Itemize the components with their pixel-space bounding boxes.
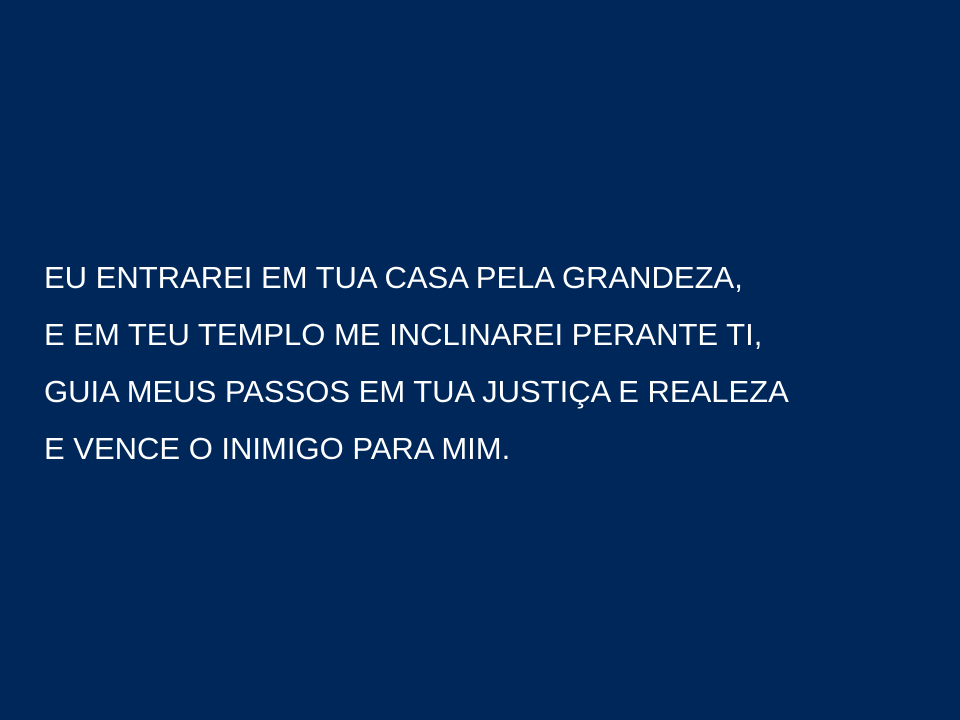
lyrics-line-3: GUIA MEUS PASSOS EM TUA JUSTIÇA E REALEZA (44, 374, 789, 409)
lyrics-line-1: EU ENTRAREI EM TUA CASA PELA GRANDEZA, (44, 260, 743, 295)
lyrics-text-block (44, 249, 954, 477)
lyrics-line-2: E EM TEU TEMPLO ME INCLINAREI PERANTE TI, (44, 317, 763, 352)
lyrics-line-4: E VENCE O INIMIGO PARA MIM. (44, 431, 511, 466)
